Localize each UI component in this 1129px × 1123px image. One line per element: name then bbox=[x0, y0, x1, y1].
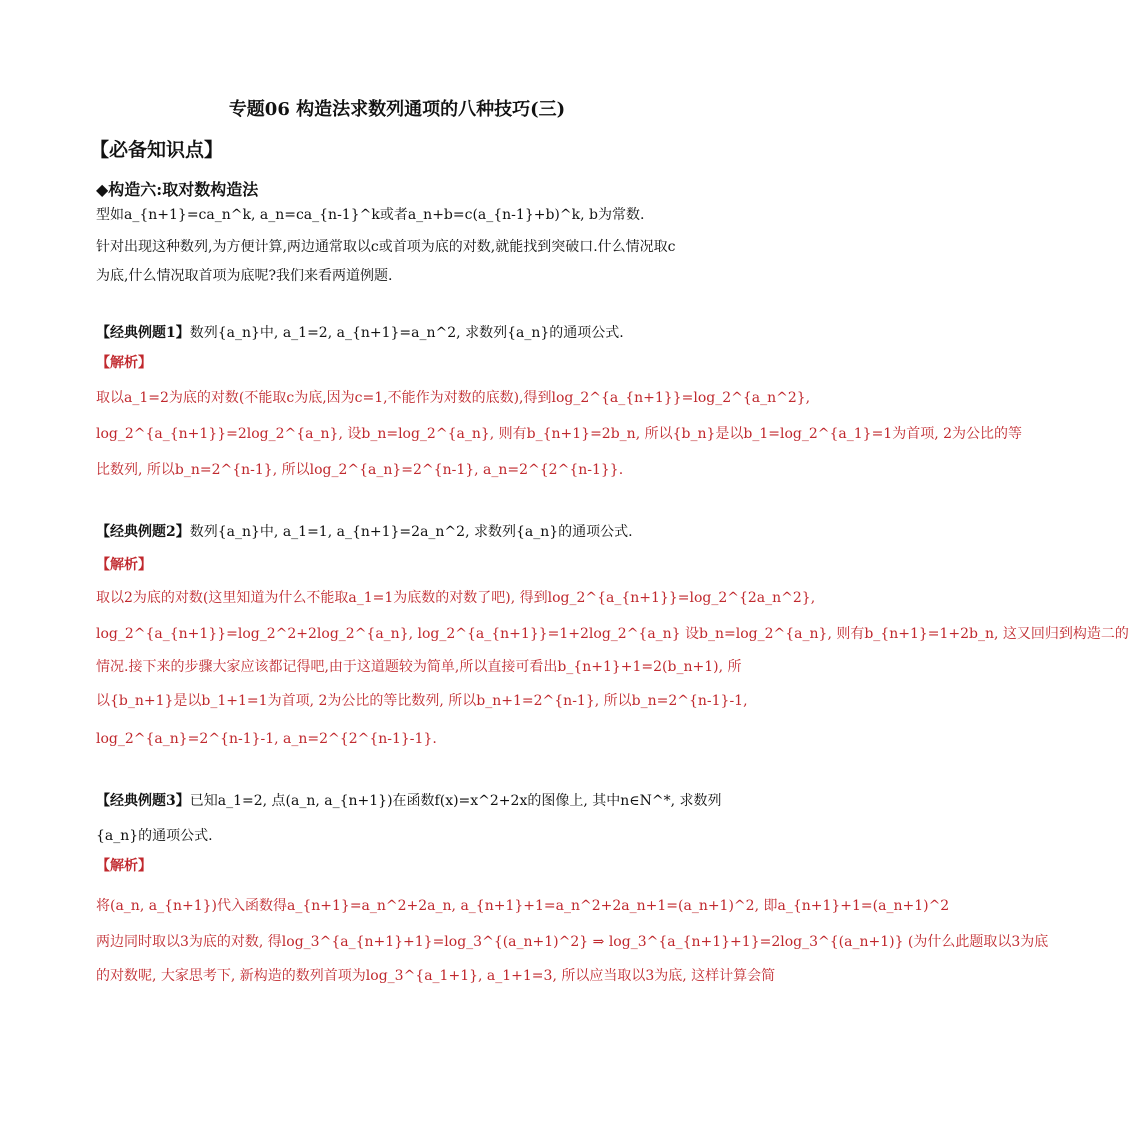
example3-step-1: 将(a_n, a_{n+1})代入函数得a_{n+1}=a_n^2+2a_n, a_{n+1}+1=a_n^2+2a_n+1=(a_n+1)^2, 即a_{n+1}+1=(a_n+1)^2 bbox=[96, 898, 950, 914]
example1-question-text: 数列{a_n}中, a_1=2, a_{n+1}=a_n^2, 求数列{a_n}的通项公式. bbox=[189, 325, 624, 341]
subsection-heading: ◆构造六:取对数构造法 bbox=[96, 180, 259, 199]
example1-analysis-label: 【解析】 bbox=[96, 355, 152, 371]
example1-question bbox=[96, 323, 624, 343]
example2-question-text: 数列{a_n}中, a_1=1, a_{n+1}=2a_n^2, 求数列{a_n}的通项公式. bbox=[189, 524, 633, 540]
intro-line-2: 针对出现这种数列,为方便计算,两边通常取以c或首项为底的对数,就能找到突破口.什么情况取c bbox=[96, 239, 676, 255]
example2-step-4: 以{b_n+1}是以b_1+1=1为首项, 2为公比的等比数列, 所以b_n+1=2^{n-1}, 所以b_n=2^{n-1}-1, bbox=[96, 693, 748, 709]
example3-label: 【经典例题3】 bbox=[96, 793, 190, 809]
example3-question-cont: {a_n}的通项公式. bbox=[96, 828, 213, 844]
example2-step-3: 情况.接下来的步骤大家应该都记得吧,由于这道题较为简单,所以直接可看出b_{n+1}+1=2(b_n+1), 所 bbox=[96, 659, 742, 675]
example2-step-5: log_2^{a_n}=2^{n-1}-1, a_n=2^{2^{n-1}-1}. bbox=[96, 731, 437, 747]
intro-line-3: 为底,什么情况取首项为底呢?我们来看两道例题. bbox=[96, 268, 393, 284]
example1-step-1: 取以a_1=2为底的对数(不能取c为底,因为c=1,不能作为对数的底数),得到log_2^{a_{n+1}}=log_2^{a_n^2}, bbox=[96, 390, 811, 406]
example1-step-3: 比数列, 所以b_n=2^{n-1}, 所以log_2^{a_n}=2^{n-1}, a_n=2^{2^{n-1}}. bbox=[96, 462, 624, 478]
example2-question bbox=[96, 522, 633, 542]
example1-step-2: log_2^{a_{n+1}}=2log_2^{a_n}, 设b_n=log_2^{a_n}, 则有b_{n+1}=2b_n, 所以{b_n}是以b_1=log_2^{a_1}=1为首项, 2为公比的等 bbox=[96, 426, 1023, 442]
example2-step-1: 取以2为底的对数(这里知道为什么不能取a_1=1为底数的对数了吧), 得到log_2^{a_{n+1}}=log_2^{2a_n^2}, bbox=[96, 590, 816, 606]
section-heading: 【必备知识点】 bbox=[90, 139, 224, 161]
example1-label: 【经典例题1】 bbox=[96, 325, 190, 341]
example2-step-2: log_2^{a_{n+1}}=log_2^2+2log_2^{a_n}, log_2^{a_{n+1}}=1+2log_2^{a_n} 设b_n=log_2^{a_n}, 则有b_{n+1}=1+2b_n, 这又回归到构造二的 bbox=[96, 626, 1129, 642]
example2-analysis-label: 【解析】 bbox=[96, 557, 152, 573]
example3-analysis-label: 【解析】 bbox=[96, 858, 152, 874]
page-title: 专题06 构造法求数列通项的八种技巧(三) bbox=[228, 99, 566, 120]
intro-formula-line: 型如a_{n+1}=ca_n^k, a_n=ca_{n-1}^k或者a_n+b=c(a_{n-1}+b)^k, b为常数. bbox=[96, 207, 645, 223]
example3-step-2: 两边同时取以3为底的对数, 得log_3^{a_{n+1}+1}=log_3^{(a_n+1)^2} ⇒ log_3^{a_{n+1}+1}=2log_3^{(a_n+1)} (为什么此题取以3为底 bbox=[96, 934, 1049, 950]
example3-step-3: 的对数呢, 大家思考下, 新构造的数列首项为log_3^{a_1+1}, a_1+1=3, 所以应当取以3为底, 这样计算会简 bbox=[96, 968, 776, 984]
example3-question bbox=[96, 791, 722, 811]
example3-question-text: 已知a_1=2, 点(a_n, a_{n+1})在函数f(x)=x^2+2x的图像上, 其中n∈N^*, 求数列 bbox=[189, 793, 722, 809]
example2-label: 【经典例题2】 bbox=[96, 524, 190, 540]
